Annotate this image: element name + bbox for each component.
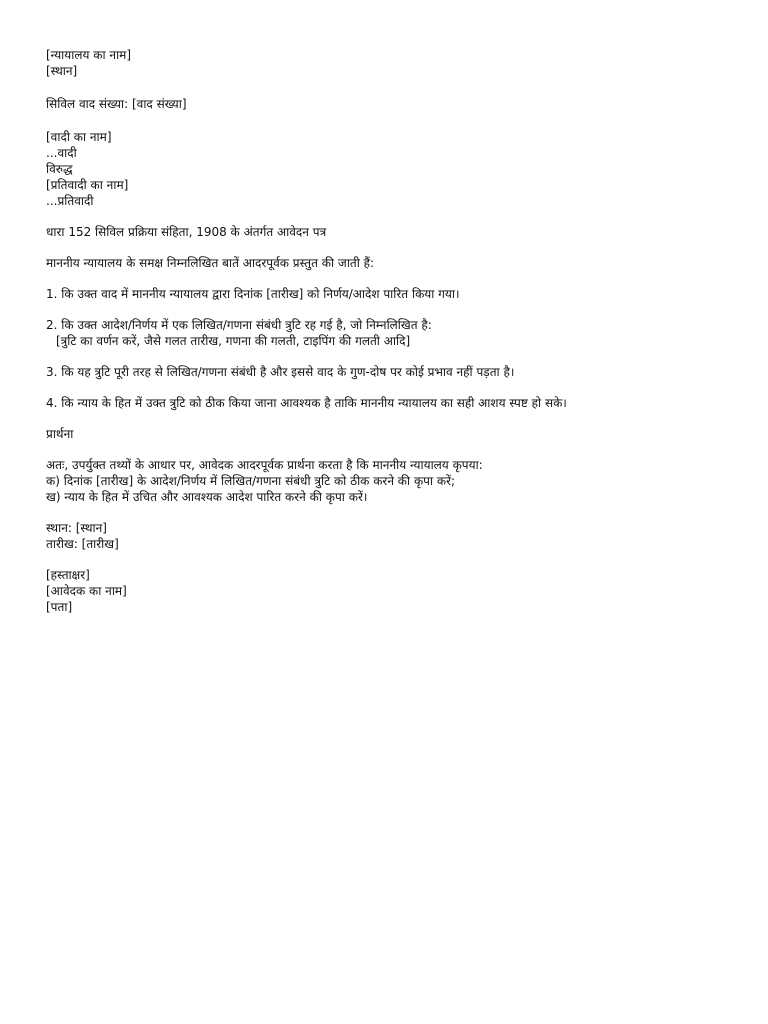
suit-number: सिविल वाद संख्या: [वाद संख्या] bbox=[46, 97, 187, 111]
point-3: 3. कि यह त्रुटि पूरी तरह से लिखित/गणना संबंधी है और इससे वाद के गुण-दोष पर कोई प्रभाव नहीं पड़ता है। bbox=[46, 365, 515, 379]
court-name: [न्यायालय का नाम] bbox=[46, 48, 132, 62]
prayer-item-a: क) दिनांक [तारीख] के आदेश/निर्णय में लिखित/गणना संबंधी त्रुटि को ठीक करने की कृपा करें; bbox=[46, 474, 456, 488]
point-1: 1. कि उक्त वाद में माननीय न्यायालय द्वारा दिनांक [तारीख] को निर्णय/आदेश पारित किया गया। bbox=[46, 287, 460, 301]
application-subject: धारा 152 सिविल प्रक्रिया संहिता, 1908 के अंतर्गत आवेदन पत्र bbox=[46, 225, 327, 239]
applicant-name: [आवेदक का नाम] bbox=[46, 584, 127, 598]
plaintiff-role: ...वादी bbox=[46, 146, 77, 160]
prayer-item-b: ख) न्याय के हित में उचित और आवश्यक आदेश पारित करने की कृपा करें। bbox=[46, 490, 368, 504]
plaintiff-name: [वादी का नाम] bbox=[46, 130, 112, 144]
versus-label: विरुद्ध bbox=[46, 162, 73, 176]
point-2-detail: [त्रुटि का वर्णन करें, जैसे गलत तारीख, गणना की गलती, टाइपिंग की गलती आदि] bbox=[56, 334, 411, 348]
footer-date: तारीख: [तारीख] bbox=[46, 537, 119, 551]
prayer-heading: प्रार्थना bbox=[46, 427, 74, 441]
prayer-intro: अतः, उपर्युक्त तथ्यों के आधार पर, आवेदक आदरपूर्वक प्रार्थना करता है कि माननीय न्यायालय कृपया: bbox=[46, 458, 483, 472]
point-4: 4. कि न्याय के हित में उक्त त्रुटि को ठीक किया जाना आवश्यक है ताकि माननीय न्यायालय का सही आशय स्पष्ट हो सके। bbox=[46, 396, 567, 410]
point-2: 2. कि उक्त आदेश/निर्णय में एक लिखित/गणना संबंधी त्रुटि रह गई है, जो निम्नलिखित है: bbox=[46, 318, 432, 332]
intro-statement: माननीय न्यायालय के समक्ष निम्नलिखित बातें आदरपूर्वक प्रस्तुत की जाती हैं: bbox=[46, 256, 375, 270]
court-place: [स्थान] bbox=[46, 64, 78, 78]
applicant-address: [पता] bbox=[46, 600, 73, 614]
defendant-name: [प्रतिवादी का नाम] bbox=[46, 178, 129, 192]
document-page bbox=[46, 47, 746, 615]
defendant-role: ...प्रतिवादी bbox=[46, 194, 94, 208]
footer-place: स्थान: [स्थान] bbox=[46, 521, 107, 535]
signature-placeholder: [हस्ताक्षर] bbox=[46, 568, 90, 582]
